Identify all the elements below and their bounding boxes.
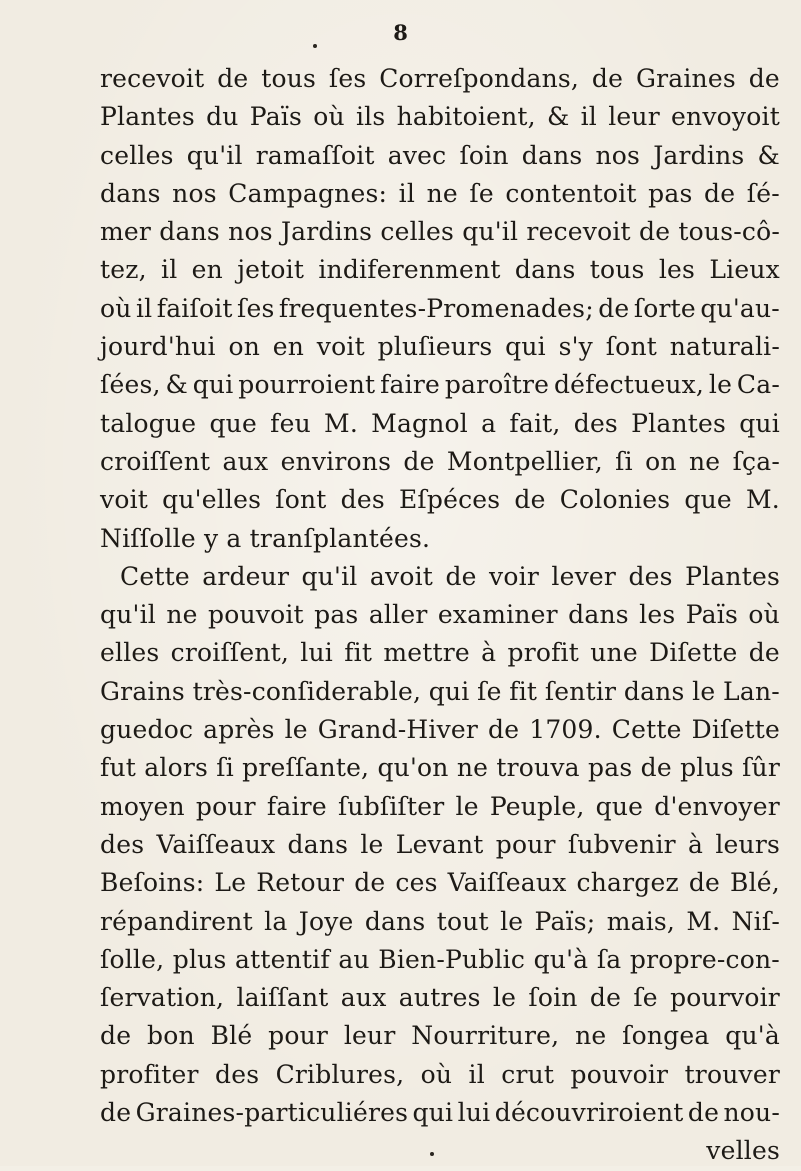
text-line	[100, 903, 780, 941]
word: croiſſent,	[170, 638, 290, 668]
word: lever	[551, 561, 617, 591]
word: ſi	[615, 446, 633, 476]
text-line	[100, 213, 780, 251]
word: Lieux	[709, 255, 780, 285]
word: des	[628, 561, 673, 591]
word: dans	[568, 600, 629, 630]
word: preſſante,	[242, 753, 370, 783]
word: pluſieurs	[377, 332, 493, 362]
word: Joye	[298, 906, 354, 936]
word: qu'il	[186, 140, 243, 170]
word: nos	[228, 217, 273, 247]
word: de	[639, 217, 671, 247]
word: on	[228, 332, 261, 362]
word: lui	[300, 638, 333, 668]
word: Bien-Public	[378, 944, 526, 974]
word: que	[684, 485, 732, 515]
word: pouvoir	[570, 1059, 669, 1089]
word: Graines	[635, 64, 736, 93]
word: ſoin	[459, 140, 509, 170]
word: une	[590, 638, 638, 668]
word: Plantes	[100, 102, 195, 132]
word: fit	[509, 676, 538, 706]
word: leurs	[715, 829, 780, 859]
word: pour	[495, 829, 556, 859]
word: aux	[340, 983, 387, 1013]
word: Plantes	[631, 408, 727, 438]
word: avec	[387, 140, 447, 170]
word: Plantes	[685, 561, 780, 591]
word: après	[203, 715, 275, 745]
text-line	[100, 481, 780, 519]
word: où	[748, 600, 780, 630]
word: environs	[280, 446, 392, 476]
word: talogue	[100, 408, 197, 438]
word: voir	[489, 561, 539, 591]
word: ſes	[328, 64, 367, 93]
word: le	[284, 715, 308, 745]
word: Colonies	[559, 485, 671, 515]
word: pas	[588, 753, 633, 783]
word: ſubvenir	[567, 829, 676, 859]
word: elles	[100, 638, 160, 668]
text-line	[100, 673, 780, 711]
text-line: Niſſolle y a tranſplantées.	[100, 523, 431, 553]
word: lui	[457, 1098, 491, 1128]
word: Graines-particuliéres	[135, 1098, 409, 1128]
word: pas	[314, 600, 359, 630]
word: où	[313, 102, 345, 132]
word: ſubſiſter	[337, 791, 445, 821]
word: de	[748, 638, 780, 668]
word: M.	[746, 485, 780, 515]
word: mettre	[383, 638, 470, 668]
text-line	[100, 443, 780, 481]
ink-mark	[430, 1152, 434, 1156]
word: ne	[688, 446, 721, 476]
word: voit	[100, 485, 149, 515]
text-line	[100, 634, 780, 672]
word: qu'elles	[162, 485, 262, 515]
word: alors	[144, 753, 208, 783]
word: Païs;	[534, 906, 596, 936]
word: Lan-	[723, 676, 780, 706]
body-text	[100, 60, 780, 1171]
word: tous-cô-	[678, 217, 780, 247]
word: laiſſant	[236, 983, 329, 1013]
word: Vaiſſeaux	[156, 829, 276, 859]
word: ces	[395, 868, 438, 898]
word: ſentir	[544, 676, 617, 706]
word: Peuple,	[489, 791, 585, 821]
word: ſça-	[732, 446, 780, 476]
word: en	[191, 255, 223, 285]
word: aux	[222, 446, 269, 476]
text-line	[100, 864, 780, 902]
word: ſées,	[100, 370, 161, 400]
word: qui	[412, 1098, 454, 1128]
word: qui	[428, 676, 470, 706]
word: tez,	[100, 255, 147, 285]
word: leur	[343, 1021, 396, 1051]
word: Cette	[120, 561, 190, 591]
word: celles	[380, 217, 455, 247]
word: leur	[608, 102, 660, 132]
word: moyen	[100, 791, 185, 821]
word: chargez	[576, 868, 679, 898]
text-line	[100, 98, 780, 136]
word: Beſoins:	[100, 868, 205, 898]
word: profiter	[100, 1059, 199, 1089]
word: Païs	[249, 102, 303, 132]
text-line	[100, 290, 780, 328]
word: répandirent	[100, 906, 253, 936]
word: de	[688, 868, 721, 898]
word: qu'il	[301, 561, 358, 591]
word: paroître	[444, 370, 550, 400]
word: de	[100, 1098, 132, 1128]
word: plus	[680, 753, 734, 783]
word: pourroient	[238, 370, 376, 400]
word: qui	[505, 332, 546, 362]
word: profit	[507, 638, 580, 668]
word: le	[708, 370, 733, 400]
word: a	[481, 408, 497, 438]
word: faire	[266, 791, 327, 821]
word: le	[692, 676, 716, 706]
word: propre-con-	[629, 944, 780, 974]
word: de	[748, 64, 780, 93]
word: tous	[261, 64, 317, 93]
word: nou-	[723, 1098, 780, 1128]
word: Eſpéces	[398, 485, 501, 515]
word: Païs	[685, 600, 738, 630]
word: ſes	[237, 293, 275, 323]
text-line	[100, 175, 780, 213]
word: de	[445, 561, 477, 591]
word: Retour	[256, 868, 345, 898]
word: Grains	[100, 676, 185, 706]
word: M.	[686, 906, 721, 936]
word: recevoit	[100, 64, 205, 93]
word: pouvoit	[207, 600, 304, 630]
word: il	[161, 255, 178, 285]
text-line	[100, 596, 780, 634]
text-line	[100, 941, 780, 979]
word: les	[658, 255, 696, 285]
word: des	[100, 829, 145, 859]
word: de	[591, 64, 624, 93]
word: il	[398, 178, 416, 208]
word: des	[215, 1059, 260, 1089]
word: fait,	[509, 408, 561, 438]
word: croiſſent	[100, 446, 211, 476]
word: ils	[355, 102, 386, 132]
word: du	[206, 102, 239, 132]
word: Niſ-	[731, 906, 780, 936]
word: Correſpondans,	[379, 64, 580, 93]
word: que	[209, 408, 257, 438]
word: le	[500, 906, 524, 936]
word: Magnol	[371, 408, 468, 438]
word: de	[704, 178, 736, 208]
word: de	[687, 1098, 720, 1128]
text-line	[100, 366, 780, 404]
word: dans	[514, 255, 576, 285]
word: celles	[100, 140, 174, 170]
word: de	[354, 868, 386, 898]
word: on	[645, 446, 677, 476]
text-line	[100, 405, 780, 443]
word: de	[598, 293, 630, 323]
word: qui	[192, 370, 234, 400]
word: qui	[739, 408, 780, 438]
word: d'envoyer	[654, 791, 780, 821]
word: attentif	[235, 944, 330, 974]
word: Diſette	[691, 715, 780, 745]
word: qu'il	[462, 217, 519, 247]
word: envoyoit	[671, 102, 780, 132]
word: Campagnes:	[228, 178, 388, 208]
word: ſe	[469, 178, 494, 208]
word: mer	[100, 217, 152, 247]
word: indiferenment	[318, 255, 501, 285]
word: habitoient,	[396, 102, 536, 132]
word: trouver	[684, 1059, 780, 1089]
word: Blé	[210, 1021, 253, 1051]
word: qu'à	[725, 1021, 780, 1051]
word: ſorte	[633, 293, 696, 323]
word: de	[640, 753, 672, 783]
word: faire	[380, 370, 440, 400]
catchword: velles	[706, 1136, 780, 1166]
word: dans	[364, 906, 426, 936]
word: ſont	[275, 485, 327, 515]
word: guedoc	[100, 715, 194, 745]
word: défectueux,	[553, 370, 705, 400]
text-line	[100, 826, 780, 864]
word: recevoit	[526, 217, 631, 247]
word: où	[100, 293, 132, 323]
word: bon	[147, 1021, 195, 1051]
word: très-conſiderable,	[192, 676, 422, 706]
text-line	[100, 1094, 780, 1132]
word: voit	[316, 332, 365, 362]
word: de	[514, 485, 546, 515]
text-line	[100, 558, 780, 596]
word: ne	[575, 1021, 607, 1051]
word: la	[264, 906, 288, 936]
word: dans	[623, 676, 685, 706]
word: ſe	[477, 676, 502, 706]
page-number: 8	[393, 20, 408, 45]
word: ſe	[633, 983, 658, 1013]
word: &	[757, 140, 780, 170]
word: il	[468, 1059, 485, 1089]
word: pas	[648, 178, 693, 208]
word: plus	[172, 944, 227, 974]
word: tout	[436, 906, 489, 936]
word: ſi	[216, 753, 234, 783]
word: le	[360, 829, 384, 859]
word: faiſoit	[156, 293, 233, 323]
word: Ca-	[736, 370, 780, 400]
word: le	[455, 791, 479, 821]
word: autres	[398, 983, 481, 1013]
word: dans	[287, 829, 349, 859]
word: qu'au-	[700, 293, 780, 323]
word: Nourriture,	[411, 1021, 560, 1051]
word: dans	[521, 140, 583, 170]
text-line	[100, 328, 780, 366]
word: pourvoir	[670, 983, 780, 1013]
word: examiner	[437, 600, 558, 630]
word: fut	[100, 753, 137, 783]
word: pour	[268, 1021, 329, 1051]
word: ſont	[605, 332, 657, 362]
word: il	[580, 102, 598, 132]
word: à	[481, 638, 497, 668]
word: de	[100, 1021, 132, 1051]
text-line	[100, 251, 780, 289]
word: &	[165, 370, 188, 400]
word: ſûr	[742, 753, 780, 783]
word: ſongea	[622, 1021, 710, 1051]
text-line	[100, 979, 780, 1017]
word: ramaſſoit	[255, 140, 375, 170]
word: aller	[368, 600, 428, 630]
word: Cette	[611, 715, 682, 745]
word: Diſette	[649, 638, 738, 668]
text-line	[100, 137, 780, 175]
word: Jardins	[653, 140, 745, 170]
word: Blé,	[730, 868, 780, 898]
word: jetoit	[237, 255, 305, 285]
word: où	[420, 1059, 453, 1089]
word: il	[135, 293, 153, 323]
word: frequentes-Promenades;	[278, 293, 594, 323]
word: de	[217, 64, 249, 93]
word: Levant	[395, 829, 484, 859]
text-line	[100, 1017, 780, 1055]
word: qu'à	[533, 944, 589, 974]
word: s'y	[558, 332, 593, 362]
word: ſa	[596, 944, 622, 974]
word: en	[272, 332, 305, 362]
word: ne	[456, 753, 489, 783]
word: dans	[100, 178, 161, 208]
word: les	[639, 600, 676, 630]
word: M.	[324, 408, 358, 438]
word: ne	[166, 600, 198, 630]
word: Le	[214, 868, 247, 898]
word: au	[338, 944, 370, 974]
word: à	[688, 829, 704, 859]
word: Montpellier,	[446, 446, 603, 476]
word: Criblures,	[275, 1059, 405, 1089]
word: Vaiſſeaux	[447, 868, 567, 898]
text-line	[100, 60, 780, 98]
word: jourd'hui	[100, 332, 216, 362]
word: pour	[195, 791, 256, 821]
word: ſolle,	[100, 944, 165, 974]
word: ne	[426, 178, 458, 208]
word: de	[589, 983, 622, 1013]
word: Grand-Hiver	[317, 715, 479, 745]
word: &	[546, 102, 570, 132]
word: naturali-	[669, 332, 780, 362]
text-line	[100, 711, 780, 749]
word: crut	[501, 1059, 555, 1089]
text-line	[100, 749, 780, 787]
word: fit	[344, 638, 373, 668]
word: qu'on	[377, 753, 449, 783]
text-line	[100, 1056, 780, 1094]
text-line	[100, 788, 780, 826]
word: ardeur	[202, 561, 290, 591]
word: 1709.	[529, 715, 602, 745]
word: mais,	[606, 906, 676, 936]
word: ſervation,	[100, 983, 225, 1013]
word: dans	[159, 217, 220, 247]
word: feu	[270, 408, 311, 438]
word: des	[340, 485, 385, 515]
word: ſoin	[528, 983, 578, 1013]
word: nos	[172, 178, 217, 208]
word: qu'il	[100, 600, 156, 630]
word: de	[403, 446, 435, 476]
word: avoit	[369, 561, 434, 591]
word: tous	[589, 255, 645, 285]
word: des	[573, 408, 618, 438]
word: ſé-	[746, 178, 780, 208]
word: découvriroient	[494, 1098, 684, 1128]
word: Jardins	[280, 217, 373, 247]
word: de	[488, 715, 520, 745]
word: trouva	[496, 753, 580, 783]
word: que	[595, 791, 644, 821]
word: le	[492, 983, 517, 1013]
word: nos	[595, 140, 641, 170]
word: contentoit	[505, 178, 637, 208]
